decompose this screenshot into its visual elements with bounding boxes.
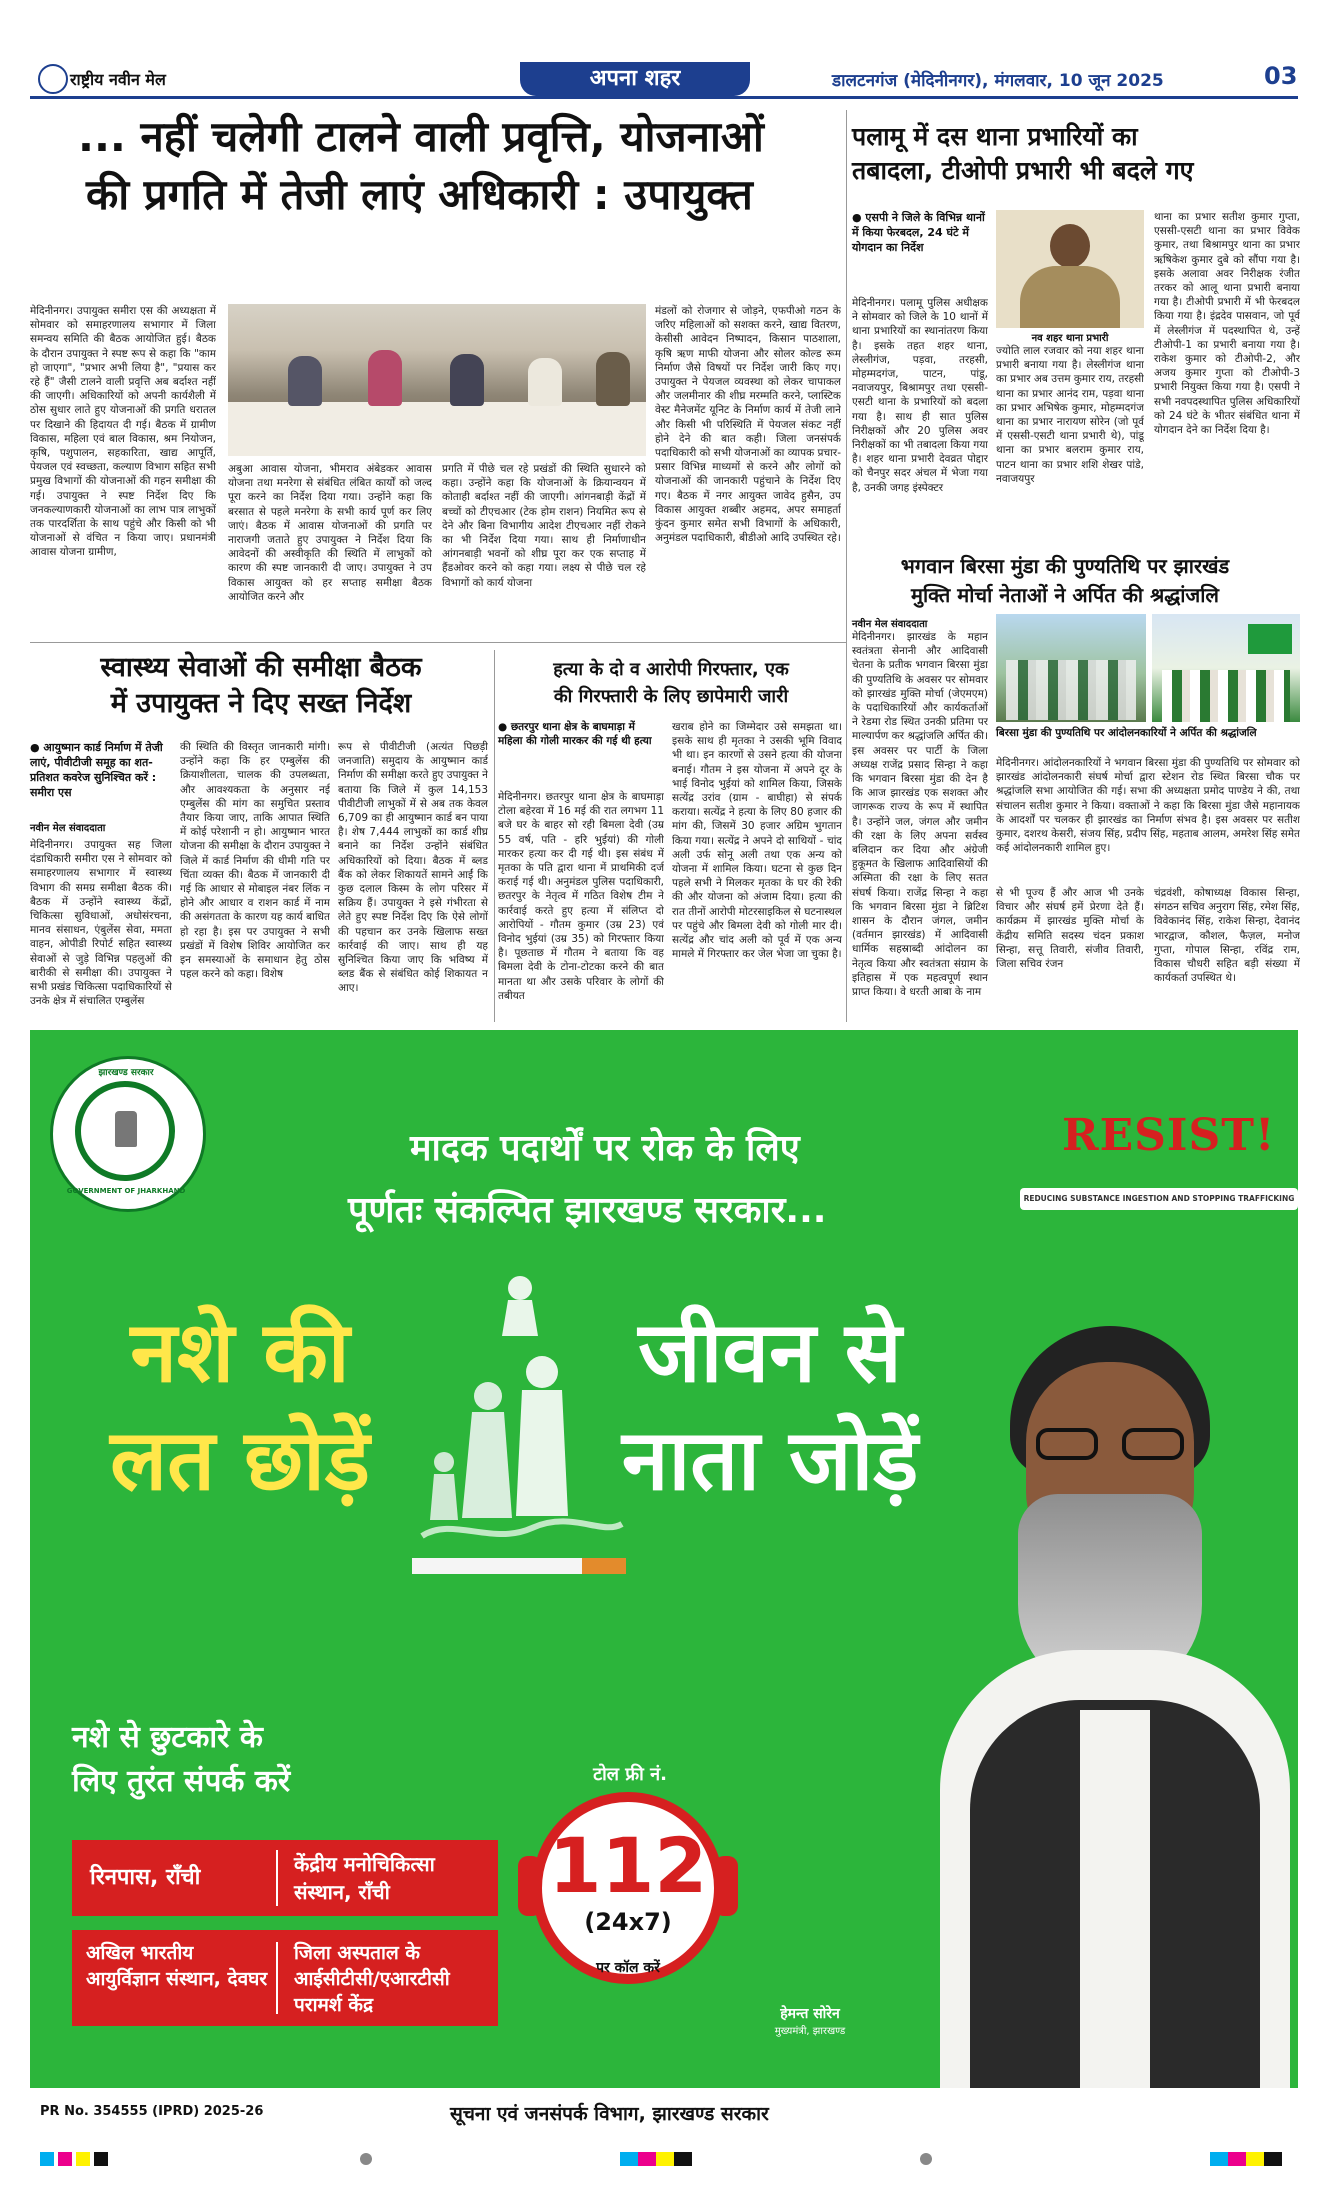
police-col-1: मेदिनीनगर। पलामू पुलिस अधीक्षक ने सोमवार को जिले के 10 थानों में थाना प्रभारियों का स्थानांतरण किया है। इसके तहत शहर थाना, लेस्लीगंज, पड़वा, तरहसी, मोहम्मदगंज, पाटन, पांडू, नवाजयपुर, बिश्रामपुर तथा एससी-एसटी थाना के प्रभारियों को बदला गया है। साथ ही सात पुलिस निरीक्षकों और 20 पुलिस अवर निरीक्षकों का भी तबादला किया गया है। शहर थाना प्रभारी देवव्रत पोद्दार को चैनपुर सदर अंचल में भेजा गया है, उनकी जगह इंस्पेक्टर bbox=[852, 297, 988, 494]
murder-col-1: मेदिनीनगर। छतरपुर थाना क्षेत्र के बाघमाड़ा टोला बहेरवा में 16 मई की रात लगभग 11 बजे घर के बाहर सो रही बिमला देवी (उम्र 55 वर्ष, पति - हरि भुईयां) की गोली मारकर हत्या कर दी गई थी। इस संबंध में मृतका के पति द्वारा थाना में प्राथमिकी दर्ज कराई गई थी। अनुमंडल पुलिस पदाधिकारी, छतरपुर के नेतृत्व में गठित विशेष टीम ने कार्रवाई करते हुए हत्या में संलिप्त दो आरोपियों - गौतम कुमार (उम्र 23) एवं विनोद भुईयां (उम्र 35) को गिरफ्तार किया है। पूछताछ में गौतम ने बताया कि वह बिमला देवी के टोना-टोटका करने की बात मानता था और उसके परिवार के लोगों की तबीयत bbox=[498, 791, 664, 1002]
police-photo-caption: नव शहर थाना प्रभारी bbox=[1031, 333, 1109, 344]
slogan-right-line2: नाता जोड़ें bbox=[621, 1411, 919, 1509]
masthead-rule bbox=[30, 96, 1298, 99]
police-col-2: ज्योति लाल रजवार को नया शहर थाना प्रभारी बनाया गया है। लेस्लीगंज थाना का प्रभार अब उत्तम कुमार राय, तरहसी थाना का प्रभार आनंद राम, पड़वा थाना का प्रभार अभिषेक कुमार, मोहम्मदगंज थाना का प्रभार नारायण सोरेन (जो पूर्व में एससी-एसटी थाना प्रभारी थे), पांडू थाना का प्रभार बलराम कुमार राय, पाटन थाना का प्रभार शशि शेखर पांडे, नवाजयपुर bbox=[996, 345, 1144, 485]
people-group bbox=[1162, 670, 1290, 722]
pr-number: PR No. 354555 (IPRD) 2025-26 bbox=[40, 2104, 264, 2119]
slogan-left-line2: लत छोड़ें bbox=[110, 1411, 370, 1509]
birsa-byline: नवीन मेल संवाददाता bbox=[852, 619, 928, 630]
mother-body bbox=[462, 1412, 512, 1518]
reg-dot-1 bbox=[360, 2153, 372, 2165]
officer-uniform bbox=[1020, 266, 1120, 328]
contact-heading-line2: लिए तुरंत संपर्क करें bbox=[72, 1764, 291, 1799]
rule-lead-bottom bbox=[30, 642, 846, 643]
swatch-group-3 bbox=[1210, 2152, 1282, 2166]
lead-headline bbox=[78, 108, 818, 224]
ad-tagline-1: मादक पदार्थों पर रोक के लिए bbox=[410, 1128, 800, 1169]
police-headline-line1: पलामू में दस थाना प्रभारियों का bbox=[852, 122, 1138, 151]
slogan-left bbox=[70, 1298, 410, 1514]
tollfree-hours: (24x7) bbox=[584, 1908, 672, 1936]
center-ictc-label: जिला अस्पताल के आईसीटीसी/एआरटीसी परामर्श केंद्र bbox=[294, 1942, 450, 2016]
color-bar bbox=[30, 2150, 1298, 2168]
contact-heading-line1: नशे से छुटकारे के bbox=[72, 1720, 263, 1755]
health-col-2: की स्थिति की विस्तृत जानकारी मांगी। उन्होंने कहा कि हर एम्बुलेंस की क्रियाशीलता, चालक की उपलब्धता, और आवश्यकता के अनुसार नई एम्बुलेंस की मांग का समुचित प्रस्ताव तैयार किया जाए, ताकि आपात स्थिति में कोई परेशानी न हो। आयुष्मान भारत योजना की समीक्षा के दौरान उपायुक्त ने जिले में कार्ड निर्माण की धीमी गति पर चिंता व्यक्त की। बैठक में जानकारी दी गई कि आधार से मोबाइल नंबर लिंक न होने और आधार व राशन कार्ड में नाम की असंगतता के कारण यह कार्य बाधित हो रहा है। इस पर उपायुक्त ने सभी प्रखंडों में विशेष शिविर आयोजित कर इन समस्याओं के समाधान हेतु ठोस पहल करने को कहा। विशेष bbox=[180, 741, 330, 981]
rule-lead-police bbox=[846, 110, 847, 1022]
center-aiims-label: अखिल भारतीय आयुर्विज्ञान संस्थान, देवघर bbox=[86, 1942, 268, 1990]
lead-headline-line1: ... नहीं चलेगी टालने वाली प्रवृत्ति, योजनाओं bbox=[78, 112, 764, 161]
section-title: अपना शहर bbox=[589, 66, 681, 91]
rule-health-murder bbox=[494, 650, 495, 1022]
child-body bbox=[502, 1300, 538, 1336]
glasses-left bbox=[1036, 1428, 1098, 1460]
health-col-1: मेदिनीनगर। उपायुक्त सह जिला दंडाधिकारी समीरा एस ने सोमवार को समाहरणालय सभागार में स्वास्थ्य विभाग की समग्र समीक्षा बैठक की। बैठक में उन्होंने स्वास्थ्य केंद्रों, चिकित्सा सुविधाओं, अधोसंरचना, मानव संसाधन, एंबुलेंस सेवा, ममता वाहन, ओपीडी रिपोर्ट सहित स्वास्थ्य सेवाओं से जुड़े विभिन्न पहलुओं की बारीकी से समीक्षा की। उपायुक्त ने सभी प्रखंड चिकित्सा पदाधिकारियों से उनके क्षेत्र में संचालित एम्बुलेंस bbox=[30, 839, 172, 1008]
birsa-headline bbox=[830, 552, 1300, 610]
crowd bbox=[1006, 660, 1136, 720]
swatch-black bbox=[94, 2152, 108, 2166]
person-2 bbox=[368, 350, 402, 406]
flag bbox=[1248, 624, 1292, 654]
cm-signature bbox=[730, 2004, 890, 2037]
birsa-col-2: मेदिनीनगर। आंदोलनकारियों ने भगवान बिरसा मुंडा की पुण्यतिथि पर सोमवार को झारखंड आंदोलनकारी संघर्ष मोर्चा द्वारा स्टेशन रोड स्थित बिरसा चौक पर श्रद्धांजलि सभा आयोजित की गई। सभा की अध्यक्षता प्रमोद पाण्डेय ने की, तथा संचालन सतीश कुमार ने किया। वक्ताओं ने कहा कि बिरसा मुंडा जैसे महानायक के आदर्शों पर चलकर ही झारखंड का निर्माण संभव है। इस अवसर पर सतीश कुमार, दशरथ केसरी, संजय सिंह, प्रदीप सिंह, महताब आलम, अमरेश सिंह समेत कई आंदोलनकारी शामिल हुए। bbox=[996, 757, 1300, 855]
center-rinpas-label: रिनपास, राँची bbox=[90, 1865, 201, 1890]
lead-col-2: अबुआ आवास योजना, भीमराव अंबेडकर आवास योजना तथा मनरेगा से संबंधित लंबित कार्यों को जल्द पूरा करने का निर्देश दिया गया। उन्होंने कहा कि बरसात से पहले मनरेगा के सभी कार्य पूर्ण कर लिए जाएं। बैठक में आवास योजनाओं की प्रगति पर नाराजगी जताते हुए उपायुक्त ने निर्देश दिया कि आवेदनों की अस्वीकृति की स्थिति में लाभुकों को कारण की स्पष्ट जानकारी दी जाए। उपायुक्त ने उप विकास आयुक्त को हर सप्ताह समीक्षा बैठक आयोजित करने और bbox=[228, 463, 432, 603]
slogan-right-line1: जीवन से bbox=[638, 1303, 902, 1401]
kid-body bbox=[430, 1474, 458, 1520]
ipr-footer: सूचना एवं जनसंपर्क विभाग, झारखण्ड सरकार bbox=[450, 2103, 769, 2125]
police-officer-photo bbox=[996, 210, 1144, 328]
person-5 bbox=[596, 352, 630, 406]
police-headline-line2: तबादला, टीओपी प्रभारी भी बदले गए bbox=[852, 156, 1194, 185]
cigarette-body bbox=[412, 1558, 582, 1574]
health-subhead: ● आयुष्मान कार्ड निर्माण में तेजी लाएं, पीवीटीजी समूह का शत-प्रतिशत कवरेज सुनिश्चित करें : समीरा एस bbox=[30, 741, 163, 799]
health-headline-line2: में उपायुक्त ने दिए सख्त निर्देश bbox=[110, 688, 412, 719]
birsa-headline-line2: मुक्ति मोर्चा नेताओं ने अर्पित की श्रद्धांजलि bbox=[911, 583, 1219, 607]
lead-col-3: प्रगति में पीछे चल रहे प्रखंडों की स्थिति सुधारने को कहा। उन्होंने कहा कि योजनाओं के क्रियान्वयन में कोताही बर्दाश्त नहीं की जाएगी। आंगनबाड़ी केंद्रों में बच्चों को टीएचआर (टेक होम राशन) नियमित रूप से देने और बिना विभागीय आदेश टीएचआर नहीं रोकने का भी निर्देश दिया गया। साथ ही निर्माणाधीन आंगनबाड़ी भवनों को शीघ्र पूरा कर एक सप्ताह में हैंडओवर करने को कहा गया। लक्ष्य से पीछे चल रहे विभागों को कार्य योजना bbox=[442, 463, 646, 589]
police-subhead: ● एसपी ने जिले के विभिन्न थानों में किया फेरबदल, 24 घंटे में योगदान का निर्देश bbox=[852, 211, 985, 254]
masthead bbox=[30, 62, 1298, 100]
slogan-right bbox=[590, 1298, 950, 1514]
tollfree-badge bbox=[530, 1762, 726, 2010]
ad-tagline-2: पूर्णतः संकल्पित झारखण्ड सरकार... bbox=[348, 1190, 827, 1231]
mother-head bbox=[474, 1382, 502, 1410]
person-1 bbox=[288, 356, 322, 406]
person-4 bbox=[528, 358, 562, 406]
meeting-photo bbox=[228, 304, 646, 456]
emblem-text: झारखण्ड सरकार bbox=[98, 1068, 154, 1078]
tollfree-number: 112 bbox=[548, 1821, 708, 1910]
emblem-caption: GOVERNMENT OF JHARKHAND bbox=[66, 1187, 186, 1195]
resist-logo bbox=[1062, 1110, 1276, 1180]
slogan-left-line1: नशे की bbox=[130, 1303, 350, 1401]
resist-logo-text: RESIST! bbox=[1062, 1110, 1276, 1161]
birsa-photo-caption: बिरसा मुंडा की पुण्यतिथि पर आंदोलनकारियों ने अर्पित की श्रद्धांजलि bbox=[996, 727, 1257, 739]
swatch-group-2 bbox=[620, 2152, 692, 2166]
murder-headline-line1: हत्या के दो व आरोपी गिरफ्तार, एक bbox=[553, 659, 789, 680]
person-3 bbox=[450, 354, 484, 406]
contact-heading bbox=[72, 1716, 492, 1804]
murder-headline bbox=[498, 656, 844, 710]
center-divider-2 bbox=[276, 1942, 278, 2014]
ad-footer-bar bbox=[30, 2088, 1298, 2142]
police-headline bbox=[852, 120, 1300, 188]
cm-glasses bbox=[1030, 1428, 1190, 1462]
swatch-cyan bbox=[40, 2152, 54, 2166]
resist-caption: REDUCING SUBSTANCE INGESTION AND STOPPING TRAFFICKING bbox=[1023, 1194, 1295, 1203]
swatch-magenta bbox=[58, 2152, 72, 2166]
birsa-headline-line1: भगवान बिरसा मुंडा की पुण्यतिथि पर झारखंड bbox=[900, 554, 1230, 578]
paper-name: राष्ट्रीय नवीन मेल bbox=[70, 70, 166, 89]
emblem-ashoka-icon bbox=[115, 1111, 137, 1147]
paper-logo-circle bbox=[38, 64, 68, 94]
birsa-photo-2 bbox=[1152, 614, 1300, 722]
page-number: 03 bbox=[1264, 62, 1298, 90]
birsa-col-1: मेदिनीनगर। झारखंड के महान स्वतंत्रता सेनानी और आदिवासी चेतना के प्रतीक भगवान बिरसा मुंडा की पुण्यतिथि के अवसर पर सोमवार को झारखंड मुक्ति मोर्चा (जेएमएम) के पदाधिकारियों और कार्यकर्ताओं ने रेडमा रोड स्थित उनकी प्रतिमा पर माल्यार्पण कर श्रद्धांजलि अर्पित की। इस अवसर पर पार्टी के जिला अध्यक्ष राजेंद्र प्रसाद सिन्हा ने कहा कि भगवान बिरसा मुंडा की देन है कि आज झारखंड एक सशक्त और जागरूक राज्य के रूप में स्थापित है। उन्होंने जल, जंगल और जमीन की रक्षा के लिए अपना सर्वस्व बलिदान कर दिया और अंग्रेजी हुकूमत के खिलाफ आदिवासियों की अस्मिता की रक्षा के लिए सतत संघर्ष किया। राजेंद्र सिन्हा ने कहा कि भगवान बिरसा मुंडा ने ब्रिटिश शासन के दौरान जंगल, जमीन (वर्तमान झारखंड) में आदिवासी धार्मिक सहस्राब्दी आंदोलन का नेतृत्व किया और स्वतंत्रता संग्राम के इतिहास में एक महत्वपूर्ण स्थान प्राप्त किया। वे धरती आबा के नाम bbox=[852, 631, 988, 999]
swatch-yellow bbox=[76, 2152, 90, 2166]
health-col-3: रूप से पीवीटीजी (अत्यंत पिछड़ी जनजाति) समुदाय के आयुष्मान कार्ड निर्माण की समीक्षा करते हुए उपायुक्त ने बताया कि जिले में कुल 14,153 पीवीटीजी लाभुकों में से अब तक केवल 6,709 का ही आयुष्मान कार्ड बन पाया है। शेष 7,444 लाभुकों का कार्ड शीघ्र बनाने का निर्देश उन्होंने संबंधित अधिकारियों को दिया। बैठक में ब्लड बैंक को लेकर शिकायतें सामने आईं कि कुछ दलाल किस्म के लोग परिसर में सक्रिय हैं। उपायुक्त ने इसे गंभीरता से लेते हुए स्पष्ट निर्देश दिए कि ऐसे लोगों की पहचान कर उनके खिलाफ सख्त कार्रवाई की जाए। साथ ही यह सुनिश्चित किया जाए कि भविष्य में ब्लड बैंक से संबंधित कोई शिकायत न आए। bbox=[338, 741, 488, 995]
center-rinpas bbox=[72, 1840, 498, 1916]
murder-headline-line2: की गिरफ्तारी के लिए छापेमारी जारी bbox=[553, 686, 789, 707]
cm-name: हेमन्त सोरेन bbox=[780, 2006, 840, 2022]
health-headline bbox=[30, 650, 492, 722]
glasses-right bbox=[1122, 1428, 1184, 1460]
tollfree-cta: पर कॉल करें bbox=[596, 1960, 660, 1976]
birsa-col-3b: चंद्रवंशी, कोषाध्यक्ष विकास सिन्हा, संगठन सचिव अनुराग सिंह, रमेश सिंह, विवेकानंद सिंह, राकेश सिन्हा, देवानंद भारद्वाज, कौशल, फैज़ल, मनोज गुप्ता, गोपाल सिन्हा, रविंद्र राम, विकास चौधरी सहित बड़ी संख्या में कार्यकर्ता उपस्थित थे। bbox=[1154, 887, 1300, 985]
lead-headline-line2: की प्रगति में तेजी लाएं अधिकारी : उपायुक्त bbox=[86, 170, 753, 219]
dateline: डालटनगंज (मेदिनीनगर), मंगलवार, 10 जून 2025 bbox=[832, 71, 1164, 91]
tollfree-label: टोल फ्री नं. bbox=[593, 1764, 667, 1785]
cm-vest-opening bbox=[1080, 1710, 1150, 2142]
reg-dot-2 bbox=[920, 2153, 932, 2165]
health-headline-line1: स्वास्थ्य सेवाओं की समीक्षा बैठक bbox=[100, 652, 422, 683]
smoke bbox=[422, 1521, 622, 1536]
health-byline: नवीन मेल संवाददाता bbox=[30, 823, 106, 834]
child-head bbox=[508, 1276, 532, 1300]
cigarette-filter bbox=[582, 1558, 626, 1574]
father-body bbox=[516, 1390, 568, 1516]
section-tab bbox=[520, 62, 750, 96]
jharkhand-emblem bbox=[50, 1056, 206, 1212]
officer-head bbox=[1050, 224, 1090, 268]
murder-col-2: खराब होने का जिम्मेदार उसे समझता था। इसके साथ ही मृतका ने उसकी भूमि विवाद भी था। इन कारणों से उसने हत्या की योजना बनाई। गौतम ने इस योजना में अपने दूर के भाई विनोद भुईयां को शामिल किया, जिसके सत्येंद्र उरांव (ग्राम - बाघीहा) से संपर्क कराया। सत्येंद्र ने हत्या के लिए 80 हजार की मांग की, जिसमें 30 हजार अग्रिम भुगतान किया गया। सत्येंद्र ने अपने दो साथियों - चांद अली उर्फ सोनू अली तथा एक अन्य को योजना में शामिल किया। घटना से कुछ दिन पहले सभी ने मिलकर मृतका के घर की रेकी की और योजना को अंजाम दिया। हत्या की रात तीनों आरोपी मोटरसाइकिल से घटनास्थल पर पहुंचे और बिमला देवी को गोली मार दी। सत्येंद्र और चांद अली को पूर्व में एक अन्य मामले में गिरफ्तार कर जेल भेजा जा चुका है। bbox=[672, 721, 842, 961]
birsa-col-3a: से भी पूज्य हैं और आज भी उनके विचार और संघर्ष हमें प्रेरणा देते हैं। कार्यक्रम में झारखंड मुक्ति मोर्चा के केंद्रीय समिति सदस्य चंदन प्रकाश सिन्हा, सत्तू तिवारी, संजीव तिवारी, जिला सचिव रंजन bbox=[996, 887, 1144, 971]
police-col-3: थाना का प्रभार सतीश कुमार गुप्ता, एससी-एसटी थाना का प्रभार विवेक कुमार, तथा बिश्रामपुर थाना का प्रभार ऋषिकेश कुमार दुबे को सौंपा गया है। इसके अलावा अवर निरीक्षक रंजीत तरकर को आलू थाना प्रभारी बनाया गया है। टीओपी प्रभारी में भी फेरबदल किया गया है। इंद्रदेव पासवान, जो पूर्व में लेस्लीगंज में पदस्थापित थे, उन्हें टीओपी-1 का प्रभारी बनाया गया है। राकेश कुमार को टीओपी-2, और अजय कुमार गुप्ता को टीओपी-3 प्रभारी नियुक्त किया गया है। एसपी ने सभी नवपदस्थापित पुलिस अधिकारियों को 24 घंटे के भीतर संबंधित थाना में योगदान देने का निर्देश दिया है। bbox=[1154, 211, 1300, 437]
ad-panel bbox=[30, 1030, 1298, 2142]
center-divider-1 bbox=[276, 1850, 278, 1906]
meeting-table bbox=[228, 402, 646, 456]
kid-head bbox=[434, 1452, 454, 1472]
cm-portrait bbox=[930, 1280, 1298, 2142]
father-head bbox=[526, 1356, 558, 1388]
birsa-photo-1 bbox=[996, 614, 1146, 722]
resist-caption-bar bbox=[1020, 1188, 1298, 1210]
cm-title: मुख्यमंत्री, झारखण्ड bbox=[774, 2026, 846, 2037]
lead-col-4: मंडलों को रोजगार से जोड़ने, एफपीओ गठन के जरिए महिलाओं को सशक्त करने, खाद्य वितरण, केसीसी आवेदन निष्पादन, किसान पाठशाला, कृषि ऋण माफी योजना और सोलर कोल्ड रूम निर्माण जैसे विषयों पर निर्देश जारी किए गए। उपायुक्त ने पेयजल व्यवस्था को लेकर चापाकल और जलमीनार की शीघ्र मरम्मति करने, प्लास्टिक वेस्ट मैनेजमेंट यूनिट के निर्माण कार्य में तेजी लाने और किसी भी परिस्थिति में पेयजल संकट नहीं होने देने की बात कही। जिला जनसंपर्क पदाधिकारी को सभी योजनाओं का व्यापक प्रचार-प्रसार विभिन्न माध्यमों से करने और लोगों को योजनाओं की जानकारी पहुंचाने के निर्देश दिए गए। बैठक में नगर आयुक्त जावेद हुसैन, उप विकास आयुक्त शब्बीर अहमद, अपर समाहर्ता कुंदन कुमार समेत सभी विभागों के अधिकारी, अनुमंडल पदाधिकारी, बीडीओ आदि उपस्थित रहे। bbox=[655, 305, 841, 545]
murder-subhead: ● छतरपुर थाना क्षेत्र के बाघमाड़ा में महिला की गोली मारकर की गई थी हत्या bbox=[498, 721, 652, 747]
center-cip-label: केंद्रीय मनोचिकित्सा संस्थान, राँची bbox=[294, 1852, 435, 1904]
center-aiims bbox=[72, 1930, 498, 2026]
lead-col-1: मेदिनीनगर। उपायुक्त समीरा एस की अध्यक्षता में सोमवार को समाहरणालय सभागार में जिला समन्वय समिति की बैठक आयोजित हुई। बैठक के दौरान उपायुक्त ने स्पष्ट रूप से कहा कि "काम हो जाएगा", "प्रभार अभी लिया है", "प्रयास कर रहे हैं" जैसी टालने वाली प्रवृत्ति अब बर्दाश्त नहीं की जाएगी। अधिकारियों को अपनी कार्यशैली में ठोस सुधार लाते हुए योजनाओं की प्रगति धरातल पर दिखाने की हिदायत दी गई। बैठक में ग्रामीण विकास, महिला एवं बाल विकास, श्रम नियोजन, कृषि, पशुपालन, सहकारिता, खाद्य आपूर्ति, पेयजल एवं स्वच्छता, कल्याण विभाग सहित सभी प्रमुख विभागों की योजनाओं की गहन समीक्षा की गई। उपायुक्त ने स्पष्ट निर्देश दिए कि जनकल्याणकारी योजनाओं का लाभ पात्र लाभुकों तक पारदर्शिता के साथ पहुंचे और किसी को भी योजनाओं से वंचित न किया जाए। प्रधानमंत्री आवास योजना ग्रामीण, bbox=[30, 305, 216, 559]
